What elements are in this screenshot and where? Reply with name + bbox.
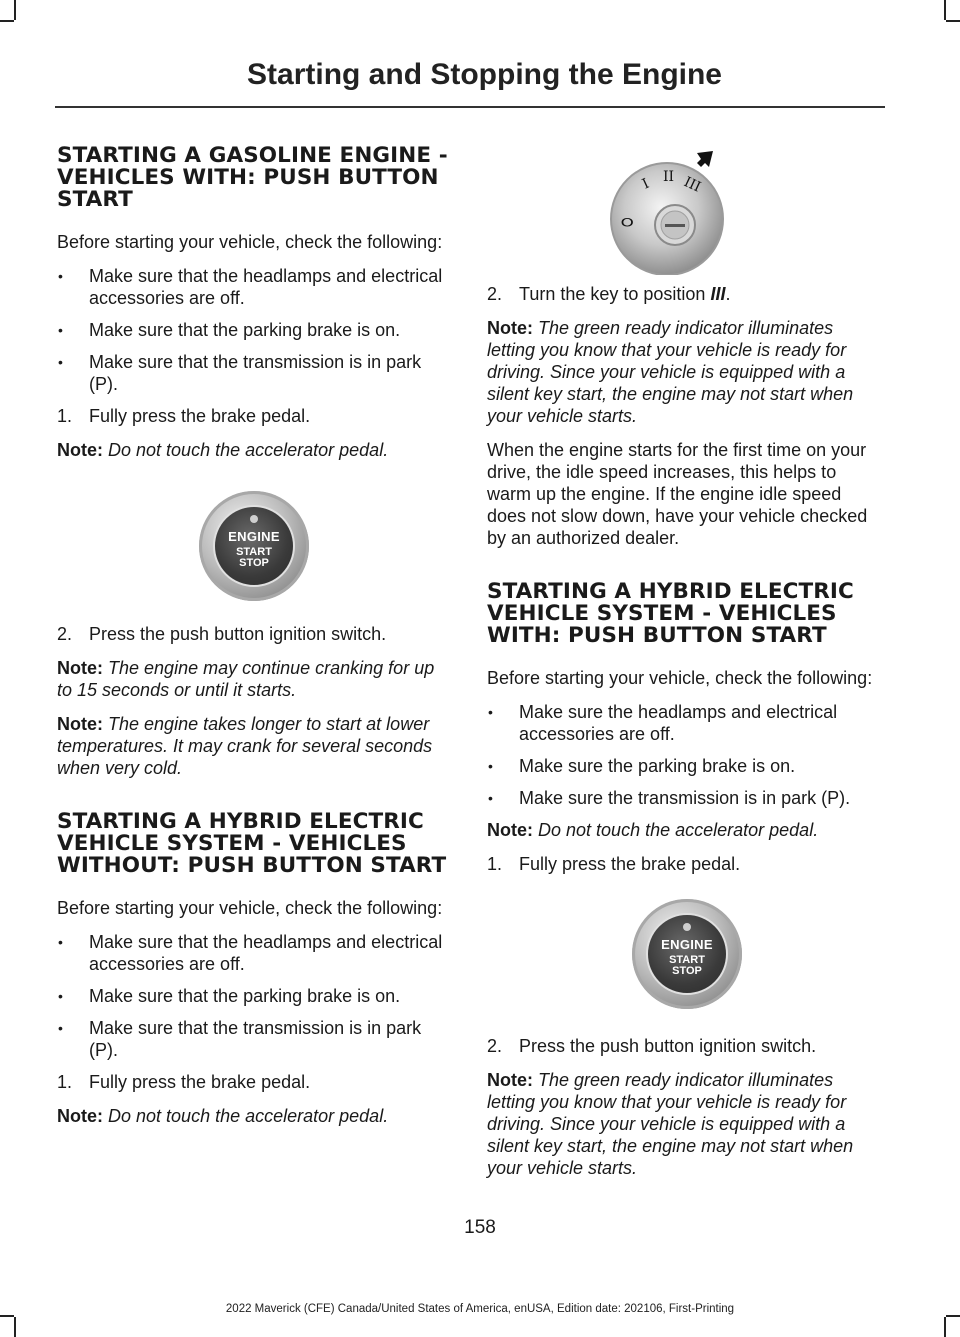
engine-start-button-icon	[199, 491, 309, 601]
note	[57, 439, 450, 461]
crop-mark	[0, 20, 14, 22]
step-number: 2.	[487, 284, 503, 304]
crop-mark	[946, 1315, 960, 1317]
list-item: • Make sure that the headlamps and electrical accessories are off.	[57, 931, 450, 975]
ignition-position-o: O	[620, 217, 634, 230]
note	[57, 713, 450, 779]
step-number: 1.	[57, 1072, 73, 1092]
page-number: 158	[464, 1217, 496, 1238]
crop-mark	[946, 20, 960, 22]
step-number: 2.	[487, 1036, 503, 1056]
paragraph: When the engine starts for the first time on your drive, the idle speed increases, this helps to warm up the engine. If the engine idle speed does not slow down, have your vehicle checked by an authorized dealer.	[487, 440, 868, 548]
step-number: 1.	[487, 854, 503, 874]
ignition-key-figure	[487, 145, 882, 275]
paragraph: Before starting your vehicle, check the following:	[57, 898, 443, 918]
step-item	[487, 1035, 882, 1057]
list-item: • Make sure that the headlamps and electrical accessories are off.	[57, 265, 450, 309]
list-item: • Make sure that the parking brake is on.	[57, 985, 450, 1007]
engine-start-button-figure	[487, 887, 882, 1025]
checklist	[57, 931, 450, 1061]
crop-mark	[14, 0, 16, 20]
list-item: • Make sure the headlamps and electrical accessories are off.	[487, 701, 882, 745]
step-item	[57, 1071, 450, 1093]
paragraph: Before starting your vehicle, check the following:	[57, 232, 443, 252]
step-number: 2.	[57, 624, 73, 644]
section-heading: STARTING A GASOLINE ENGINE - VEHICLES WITH: PUSH BUTTON START	[57, 143, 448, 212]
paragraph: Before starting your vehicle, check the following:	[487, 668, 873, 688]
list-item: • Make sure that the transmission is in park (P).	[57, 1017, 450, 1061]
step-number: 1.	[57, 406, 73, 426]
note-text: Do not touch the accelerator pedal.	[538, 820, 819, 840]
crop-mark	[944, 1317, 946, 1337]
note	[487, 317, 882, 427]
checklist	[487, 701, 882, 809]
ignition-position-i: I	[639, 175, 652, 193]
ignition-switch-icon	[605, 145, 765, 275]
note-text: The green ready indicator illuminates letting you know that your vehicle is ready for driving. Since your vehicle is equipped with a silent key start, the engine may not start when your vehicle starts.	[487, 1070, 854, 1178]
list-item: • Make sure the parking brake is on.	[487, 755, 882, 777]
note-label: Note:	[57, 440, 103, 460]
ignition-position-ii: II	[663, 169, 675, 185]
list-item: • Make sure that the parking brake is on.	[57, 319, 450, 341]
position-label: III	[710, 284, 726, 304]
engine-start-button-icon	[632, 899, 742, 1009]
list-item: • Make sure that the transmission is in park (P).	[57, 351, 450, 395]
button-label-start: START	[669, 954, 705, 966]
section-heading: STARTING A HYBRID ELECTRIC VEHICLE SYSTEM - VEHICLES WITH: PUSH BUTTON START	[487, 579, 854, 648]
ignition-position-iii: III	[681, 174, 704, 196]
button-label-engine: ENGINE	[661, 937, 713, 952]
note	[487, 819, 882, 841]
button-label-stop: STOP	[239, 557, 269, 569]
step-item	[57, 623, 450, 645]
note-label: Note:	[57, 1106, 103, 1126]
note	[57, 657, 450, 701]
step-text: Press the push button ignition switch.	[89, 624, 387, 644]
footer: 2022 Maverick (CFE) Canada/United States of America, enUSA, Edition date: 202106, First-Printing	[225, 1303, 735, 1315]
note	[57, 1105, 450, 1127]
note-label: Note:	[487, 318, 533, 338]
step-text: Fully press the brake pedal.	[89, 1072, 311, 1092]
note-text: Do not touch the accelerator pedal.	[108, 440, 389, 460]
step-text: Turn the key to position	[519, 284, 711, 304]
step-item	[487, 853, 882, 875]
step-item	[57, 405, 450, 427]
note-text: Do not touch the accelerator pedal.	[108, 1106, 389, 1126]
step-text: Fully press the brake pedal.	[89, 406, 311, 426]
title-divider	[55, 106, 885, 108]
checklist	[57, 265, 450, 395]
crop-mark	[0, 1315, 14, 1317]
step-item: 2. Turn the key to position III.	[487, 284, 731, 304]
button-label-stop: STOP	[672, 965, 702, 977]
note-label: Note:	[57, 658, 103, 678]
button-label-engine: ENGINE	[228, 529, 280, 544]
step-text: Fully press the brake pedal.	[519, 854, 741, 874]
note	[487, 1069, 882, 1179]
note-text: The engine may continue cranking for up to 15 seconds or until it starts.	[57, 658, 435, 700]
page-title: Starting and Stopping the Engine	[247, 58, 722, 91]
note-text: The green ready indicator illuminates letting you know that your vehicle is ready for driving. Since your vehicle is equipped with a silent key start, the engine may not start when your vehicle starts.	[487, 318, 854, 426]
note-label: Note:	[487, 820, 533, 840]
left-column	[57, 145, 450, 1139]
step-text: Press the push button ignition switch.	[519, 1036, 817, 1056]
crop-mark	[14, 1317, 16, 1337]
note-text: The engine takes longer to start at lower temperatures. It may crank for several seconds when very cold.	[57, 714, 433, 778]
note-label: Note:	[57, 714, 103, 734]
section-heading: STARTING A HYBRID ELECTRIC VEHICLE SYSTEM - VEHICLES WITHOUT: PUSH BUTTON START	[57, 809, 447, 878]
button-label-start: START	[236, 546, 272, 558]
note-label: Note:	[487, 1070, 533, 1090]
engine-start-button-figure	[57, 473, 450, 613]
crop-mark	[944, 0, 946, 20]
right-column	[487, 145, 882, 1191]
list-item: • Make sure the transmission is in park (P).	[487, 787, 882, 809]
